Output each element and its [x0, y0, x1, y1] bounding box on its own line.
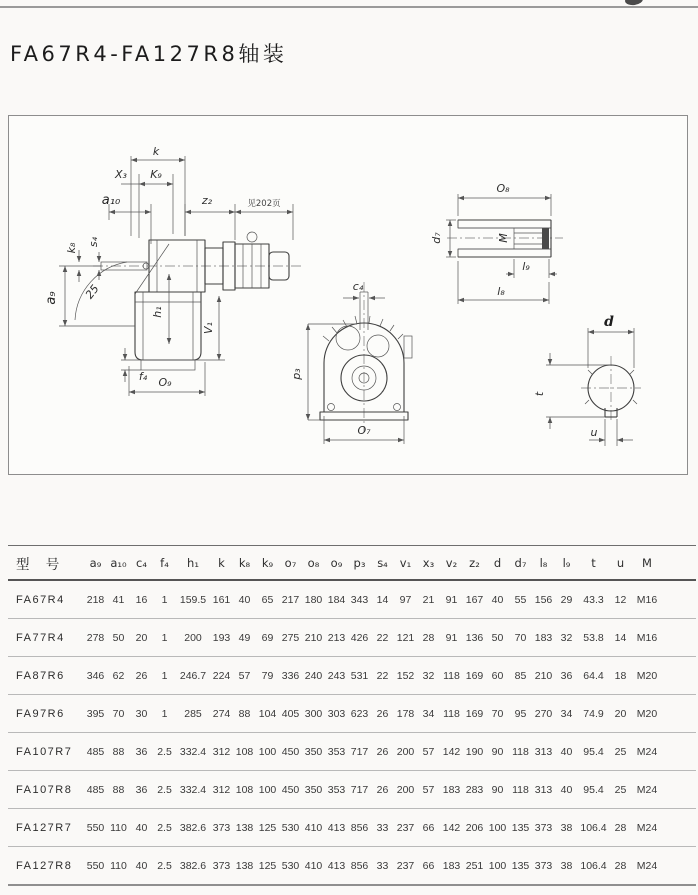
value-cell: 200: [184, 631, 202, 644]
value-cell: 60: [491, 669, 504, 682]
value-cell: 136: [465, 631, 484, 644]
value-cell: 88: [112, 783, 125, 796]
column-header: c₄: [136, 555, 147, 570]
top-rule: [0, 6, 698, 8]
dim-label-m: M: [497, 233, 510, 243]
value-cell: 65: [261, 593, 274, 606]
page-title: FA67R4-FA127R8轴装: [10, 42, 288, 66]
value-cell: 169: [465, 669, 484, 682]
spec-table: [8, 545, 696, 886]
value-cell: 90: [491, 783, 504, 796]
front-view-drawing: [290, 280, 412, 444]
value-cell: 108: [235, 783, 254, 796]
value-cell: 40: [238, 593, 251, 606]
dim-label-h1: h₁: [151, 306, 164, 318]
value-cell: 95: [514, 707, 527, 720]
value-cell: 450: [281, 783, 300, 796]
value-cell: 100: [258, 745, 277, 758]
value-cell: 178: [396, 707, 415, 720]
column-header: k: [218, 555, 225, 570]
value-cell: 57: [422, 783, 435, 796]
dim-label-c4: c₄: [352, 280, 364, 293]
spacer-cell: [662, 580, 696, 619]
value-cell: 159.5: [179, 593, 207, 606]
value-cell: 28: [422, 631, 435, 644]
column-header: u: [616, 555, 625, 570]
value-cell: 274: [212, 707, 231, 720]
value-cell: 66: [422, 859, 435, 872]
value-cell: 530: [281, 821, 300, 834]
spacer-cell: [662, 771, 696, 809]
value-cell: 251: [465, 859, 484, 872]
dim-label-k8: k₈: [65, 242, 78, 254]
value-cell: 350: [304, 745, 323, 758]
value-cell: 450: [281, 745, 300, 758]
value-cell: 270: [534, 707, 553, 720]
table-row: [8, 733, 696, 771]
value-cell: 382.6: [179, 821, 207, 834]
spacer-cell: [662, 695, 696, 733]
value-cell: 26: [376, 707, 389, 720]
value-cell: 33: [376, 859, 389, 872]
value-cell: 40: [491, 593, 504, 606]
column-header: o₉: [330, 555, 343, 570]
value-cell: 91: [445, 593, 458, 606]
value-cell: 125: [258, 821, 277, 834]
value-cell: 36: [135, 745, 148, 758]
value-cell: 169: [465, 707, 484, 720]
value-cell: 161: [212, 593, 231, 606]
value-cell: 88: [238, 707, 251, 720]
value-cell: 97: [399, 593, 412, 606]
value-cell: M24: [636, 821, 658, 834]
model-cell: FA107R8: [16, 783, 73, 796]
dim-label-k9: K₉: [150, 168, 162, 181]
value-cell: 106.4: [580, 859, 607, 872]
value-cell: 395: [86, 707, 105, 720]
value-cell: 118: [512, 783, 529, 796]
value-cell: 108: [235, 745, 254, 758]
table-row: [8, 657, 696, 695]
value-cell: 156: [534, 593, 553, 606]
value-cell: 300: [304, 707, 323, 720]
value-cell: 121: [396, 631, 415, 644]
value-cell: 303: [327, 707, 346, 720]
table-row: [8, 695, 696, 733]
column-header: s₄: [377, 555, 388, 570]
value-cell: 237: [396, 821, 415, 834]
value-cell: 33: [376, 821, 389, 834]
model-cell: FA97R6: [16, 707, 65, 720]
value-cell: 36: [135, 783, 148, 796]
value-cell: 16: [135, 593, 148, 606]
value-cell: 142: [442, 821, 461, 834]
column-header: v₁: [399, 555, 412, 570]
value-cell: 20: [614, 707, 627, 720]
model-cell: FA67R4: [16, 593, 65, 606]
value-cell: 382.6: [179, 859, 207, 872]
spacer-cell: [662, 847, 696, 886]
value-cell: 50: [112, 631, 125, 644]
value-cell: 373: [212, 859, 231, 872]
column-header: M: [642, 555, 652, 570]
value-cell: 69: [261, 631, 274, 644]
value-cell: 66: [422, 821, 435, 834]
column-header: z₂: [469, 555, 480, 570]
column-header: o₇: [284, 555, 297, 570]
value-cell: 717: [350, 783, 369, 796]
value-cell: 62: [112, 669, 125, 682]
value-cell: 32: [560, 631, 573, 644]
value-cell: 91: [445, 631, 458, 644]
column-header: p₃: [353, 555, 366, 570]
dim-label-a10: a₁₀: [101, 193, 121, 208]
column-header: v₂: [445, 555, 458, 570]
spacer-header: [662, 546, 696, 581]
column-header: t: [591, 555, 596, 570]
column-header: a₁₀: [110, 555, 127, 570]
model-cell: FA127R7: [16, 821, 73, 834]
value-cell: 55: [514, 593, 527, 606]
value-cell: 373: [212, 821, 231, 834]
value-cell: 18: [614, 669, 627, 682]
value-cell: 1: [161, 593, 168, 606]
technical-drawing-panel: [8, 115, 688, 475]
value-cell: 100: [258, 783, 277, 796]
model-cell: FA107R7: [16, 745, 73, 758]
value-cell: 2.5: [157, 783, 172, 796]
value-cell: 22: [376, 669, 389, 682]
value-cell: 2.5: [157, 859, 172, 872]
value-cell: 22: [376, 631, 389, 644]
value-cell: 118: [443, 669, 460, 682]
value-cell: 30: [135, 707, 148, 720]
value-cell: 312: [212, 783, 231, 796]
value-cell: 180: [304, 593, 323, 606]
value-cell: 40: [560, 783, 573, 796]
value-cell: 100: [488, 859, 507, 872]
value-cell: 275: [281, 631, 300, 644]
column-header: d₇: [514, 555, 527, 570]
header-row: [8, 546, 696, 581]
value-cell: M24: [636, 783, 658, 796]
value-cell: 118: [512, 745, 529, 758]
value-cell: 95.4: [583, 783, 604, 796]
spacer-cell: [662, 619, 696, 657]
value-cell: 85: [514, 669, 527, 682]
value-cell: 49: [238, 631, 251, 644]
value-cell: 21: [422, 593, 435, 606]
spec-table-body: [8, 580, 696, 885]
value-cell: 125: [258, 859, 277, 872]
value-cell: 1: [161, 707, 168, 720]
hollow-shaft-detail-drawing: [430, 182, 563, 304]
dim-label-d7: d₇: [430, 232, 443, 244]
value-cell: 29: [560, 593, 573, 606]
value-cell: 100: [488, 821, 507, 834]
value-cell: 856: [350, 821, 369, 834]
value-cell: 550: [86, 859, 105, 872]
dim-label-t: t: [533, 391, 546, 397]
bore-section-drawing: [533, 314, 641, 446]
dim-label-x3: X₃: [115, 168, 127, 181]
value-cell: 28: [614, 859, 627, 872]
technical-drawing: [9, 116, 687, 474]
value-cell: 152: [396, 669, 415, 682]
value-cell: 218: [86, 593, 105, 606]
value-cell: 373: [534, 821, 553, 834]
value-cell: 26: [376, 783, 389, 796]
value-cell: 623: [350, 707, 369, 720]
column-header: a₉: [89, 555, 102, 570]
value-cell: 530: [281, 859, 300, 872]
value-cell: 26: [135, 669, 148, 682]
value-cell: 336: [281, 669, 300, 682]
value-cell: 312: [212, 745, 231, 758]
table-row: [8, 847, 696, 886]
value-cell: 12: [614, 593, 627, 606]
table-row: [8, 771, 696, 809]
value-cell: 283: [465, 783, 484, 796]
column-header: k₉: [261, 555, 274, 570]
dim-label-d: d: [604, 314, 614, 330]
value-cell: 313: [534, 745, 553, 758]
value-cell: 2.5: [157, 821, 172, 834]
value-cell: 106.4: [580, 821, 607, 834]
value-cell: 57: [238, 669, 251, 682]
spec-table-section: [8, 545, 690, 886]
value-cell: 14: [614, 631, 627, 644]
value-cell: 1: [161, 669, 168, 682]
value-cell: 413: [327, 859, 346, 872]
value-cell: 313: [534, 783, 553, 796]
spacer-cell: [662, 733, 696, 771]
value-cell: 167: [465, 593, 484, 606]
dim-label-z2: z₂: [201, 194, 213, 207]
value-cell: 53.8: [583, 631, 604, 644]
model-cell: FA127R8: [16, 859, 73, 872]
column-header: l₉: [562, 555, 571, 570]
dim-label-l8: l₈: [497, 285, 505, 298]
value-cell: 550: [86, 821, 105, 834]
value-cell: 110: [110, 821, 127, 834]
value-cell: 38: [560, 859, 573, 872]
dim-label-s4: s₄: [87, 236, 100, 248]
value-cell: 343: [350, 593, 369, 606]
dim-label-a9: a₉: [44, 291, 59, 305]
value-cell: 346: [86, 669, 105, 682]
column-header: l₈: [539, 555, 548, 570]
model-cell: FA87R6: [16, 669, 65, 682]
value-cell: 26: [376, 745, 389, 758]
value-cell: M20: [636, 669, 658, 682]
value-cell: 41: [112, 593, 125, 606]
value-cell: 79: [261, 669, 274, 682]
side-view-drawing: [44, 145, 301, 396]
value-cell: 531: [350, 669, 369, 682]
value-cell: 95.4: [583, 745, 604, 758]
dim-label-u: u: [590, 426, 598, 439]
value-cell: 485: [86, 745, 105, 758]
value-cell: 184: [327, 593, 346, 606]
value-cell: 38: [560, 821, 573, 834]
value-cell: 135: [511, 859, 530, 872]
value-cell: 28: [614, 821, 627, 834]
value-cell: 118: [443, 707, 460, 720]
value-cell: 210: [304, 631, 323, 644]
dim-label-p3: p₃: [290, 368, 303, 380]
value-cell: 183: [442, 859, 461, 872]
value-cell: 717: [350, 745, 369, 758]
value-cell: 190: [465, 745, 484, 758]
value-cell: 25: [614, 745, 627, 758]
dim-label-k: k: [152, 145, 160, 158]
value-cell: 64.4: [583, 669, 604, 682]
value-cell: 332.4: [179, 783, 207, 796]
dim-label-o9: O₉: [158, 376, 172, 389]
value-cell: 243: [327, 669, 346, 682]
column-header: d: [493, 555, 502, 570]
value-cell: 240: [304, 669, 323, 682]
value-cell: 183: [442, 783, 461, 796]
value-cell: 90: [491, 745, 504, 758]
dim-label-angle25: 25: [82, 282, 102, 302]
table-row: [8, 580, 696, 619]
value-cell: 20: [135, 631, 148, 644]
model-cell: FA77R4: [16, 631, 65, 644]
value-cell: 856: [350, 859, 369, 872]
value-cell: 373: [534, 859, 553, 872]
value-cell: 25: [614, 783, 627, 796]
value-cell: 332.4: [179, 745, 207, 758]
value-cell: 40: [135, 821, 148, 834]
value-cell: 200: [396, 745, 415, 758]
value-cell: 193: [212, 631, 231, 644]
dim-label-v1: V₁: [202, 322, 215, 334]
value-cell: 70: [491, 707, 504, 720]
table-row: [8, 809, 696, 847]
spacer-cell: [662, 809, 696, 847]
dim-label-f4: f₄: [138, 370, 148, 383]
value-cell: 237: [396, 859, 415, 872]
value-cell: 14: [376, 593, 389, 606]
value-cell: 200: [396, 783, 415, 796]
column-header: f₄: [160, 555, 169, 570]
value-cell: 2.5: [157, 745, 172, 758]
value-cell: 142: [442, 745, 461, 758]
value-cell: 350: [304, 783, 323, 796]
column-header: x₃: [422, 555, 435, 570]
value-cell: 110: [110, 859, 127, 872]
value-cell: 413: [327, 821, 346, 834]
value-cell: 426: [350, 631, 369, 644]
value-cell: 410: [304, 821, 323, 834]
column-header: o₈: [307, 555, 320, 570]
value-cell: 34: [422, 707, 435, 720]
dim-label-o7: O₇: [357, 424, 371, 437]
value-cell: 34: [560, 707, 573, 720]
model-column-header: 型 号: [16, 556, 66, 573]
value-cell: M16: [636, 631, 658, 644]
spacer-cell: [662, 657, 696, 695]
value-cell: M20: [636, 707, 658, 720]
value-cell: 210: [534, 669, 553, 682]
dim-label-see-page: 见202页: [247, 199, 281, 209]
value-cell: 40: [135, 859, 148, 872]
value-cell: 70: [514, 631, 527, 644]
value-cell: 70: [112, 707, 125, 720]
value-cell: 183: [534, 631, 553, 644]
value-cell: 353: [327, 745, 346, 758]
value-cell: 410: [304, 859, 323, 872]
value-cell: 246.7: [179, 669, 207, 682]
value-cell: 224: [212, 669, 231, 682]
dim-label-l9: l₉: [522, 260, 530, 273]
value-cell: 485: [86, 783, 105, 796]
column-header: h₁: [187, 555, 199, 570]
value-cell: 57: [422, 745, 435, 758]
value-cell: 138: [235, 859, 254, 872]
value-cell: 43.3: [583, 593, 604, 606]
value-cell: 213: [327, 631, 346, 644]
value-cell: 217: [281, 593, 300, 606]
value-cell: 405: [281, 707, 300, 720]
value-cell: 353: [327, 783, 346, 796]
value-cell: 40: [560, 745, 573, 758]
value-cell: M24: [636, 859, 658, 872]
value-cell: 32: [422, 669, 435, 682]
value-cell: 50: [491, 631, 504, 644]
value-cell: 206: [465, 821, 484, 834]
value-cell: 135: [511, 821, 530, 834]
value-cell: M16: [636, 593, 658, 606]
column-header: k₈: [238, 555, 251, 570]
value-cell: 74.9: [583, 707, 604, 720]
value-cell: 138: [235, 821, 254, 834]
dim-label-o8: O₈: [496, 182, 510, 195]
value-cell: 285: [184, 707, 202, 720]
value-cell: 36: [560, 669, 573, 682]
table-row: [8, 619, 696, 657]
value-cell: 1: [161, 631, 168, 644]
value-cell: 104: [258, 707, 277, 720]
value-cell: 88: [112, 745, 125, 758]
value-cell: 278: [86, 631, 105, 644]
value-cell: M24: [636, 745, 658, 758]
